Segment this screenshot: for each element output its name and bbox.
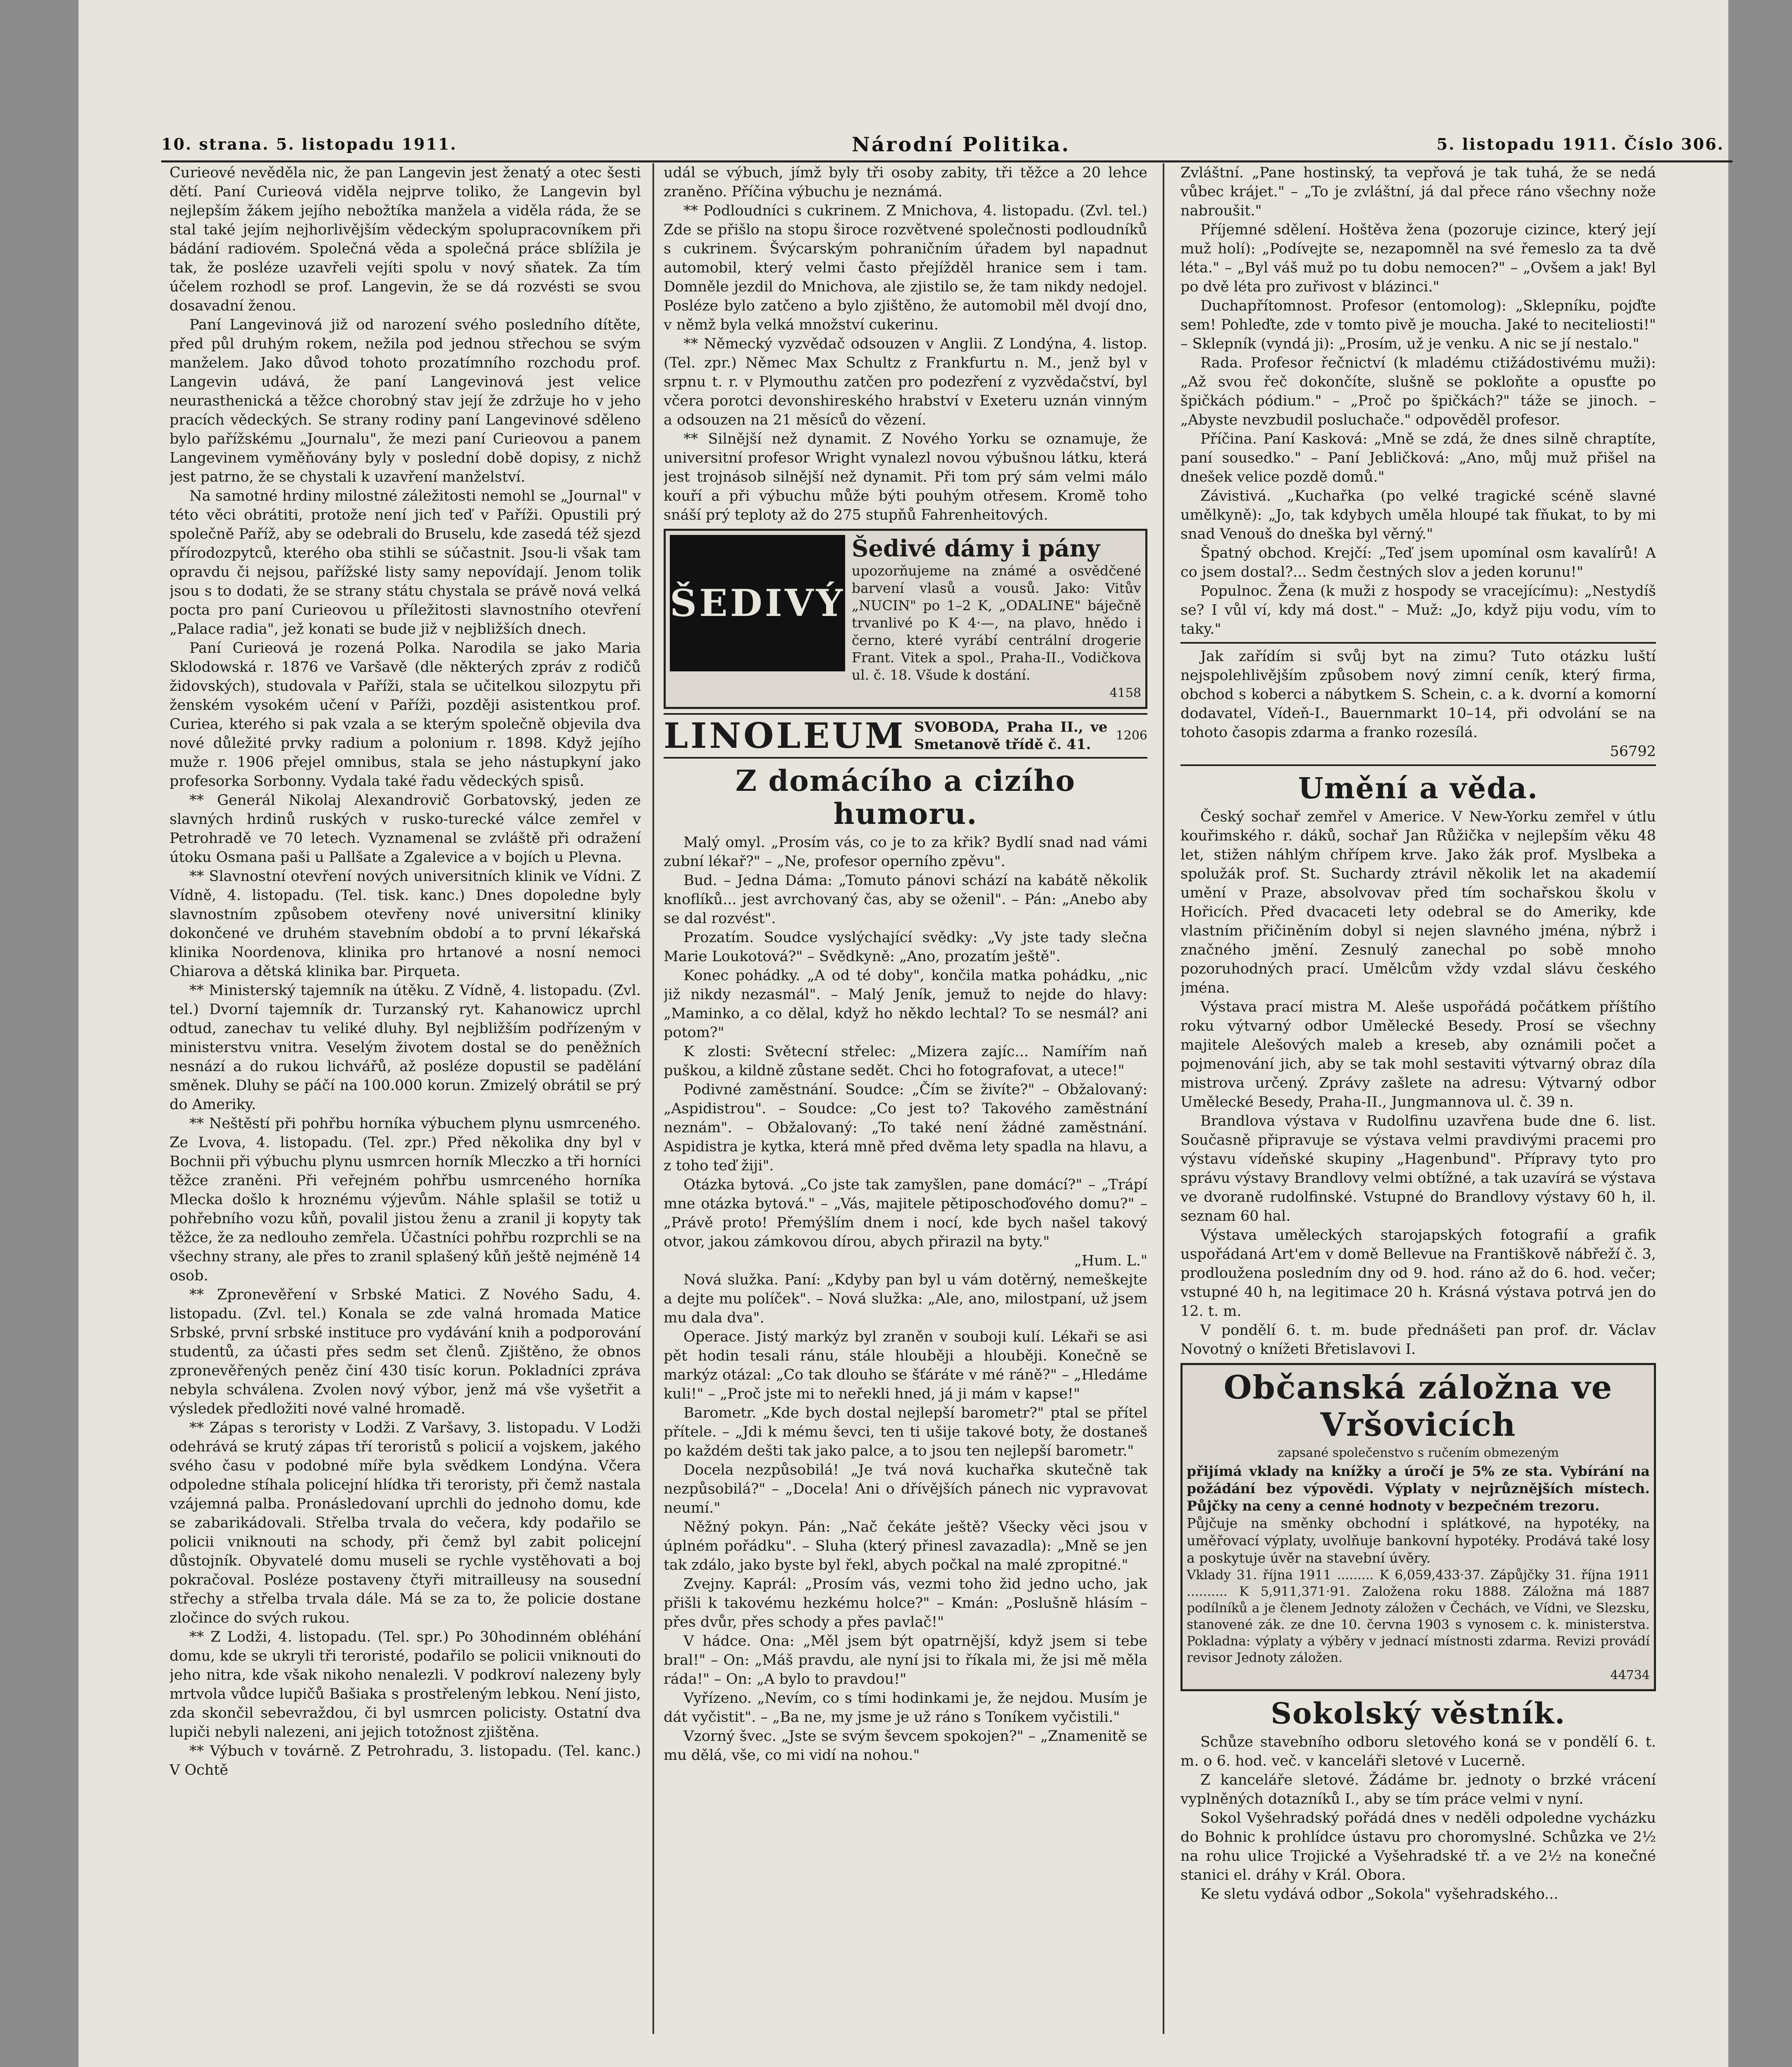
- column-rule: [652, 163, 654, 2034]
- notice-number: 56792: [1610, 743, 1656, 760]
- ad-linoleum-title: LINOLEUM: [664, 715, 906, 756]
- humor-item: Zvejny. Kaprál: „Prosím vás, vezmi toho žid jedno ucho, jak přišli k takovému hezkému holce?" – Kmán: „Poslušně hlásím – přes dvůr, přes schody a přes pavlač!": [664, 1576, 1147, 1630]
- section-title: Umění a věda.: [1298, 771, 1539, 805]
- advertisement-hair-dye: [664, 529, 1147, 709]
- news-item: ** Výbuch v továrně. Z Petrohradu, 3. listopadu. (Tel. kanc.) V Ochtě: [170, 1743, 641, 1778]
- column-1: [170, 163, 641, 2042]
- header-right: 5. listopadu 1911. Číslo 306.: [1436, 135, 1724, 153]
- advertisement-savings-bank: [1180, 1363, 1656, 1691]
- humor-item: Špatný obchod. Krejčí: „Teď jsem upomínal osm kavalírů! A co jsem dostal?... Sedm čestných slov a jeden korunu!": [1180, 545, 1656, 580]
- humor-item: Prozatím. Soudce vyslýchající svědky: „Vy jste tady slečna Marie Loukotová?" – Svědkyně: „Ano, prozatím ještě".: [664, 929, 1147, 965]
- ad-illustration: ŠEDIVÝ: [670, 535, 845, 671]
- humor-item: Zvláštní. „Pane hostinský, ta vepřová je tak tuhá, že se nedá vůbec krájet." – „To je zvláštní, já dal přece ráno všechny nože nabroušit.": [1180, 165, 1656, 219]
- article-paragraph: Curieové nevěděla nic, že pan Langevin jest ženatý a otec šesti dětí. Paní Curieová viděla nejprve toliko, že Langevin byl nejlepším žákem jejího nebožtíka manžela a viděla ráda, že se stal také jejím nejhorlivějším vědeckým spolupracovníkem při bádání radiovém. Společná věda a společná práce sblížila je tak, že posléze uzavřeli vejíti spolu v nový sňatek. Za tím účelem rozhodl se prof. Langevin, že se dá rozvésti se svou dosavadní ženou.: [170, 165, 641, 314]
- sokol-item: Schůze stavebního odboru sletového koná se v pondělí 6. t. m. o 6. hod. več. v kanceláři sletové v Lucerně.: [1180, 1734, 1656, 1769]
- humor-item: Příčina. Paní Kasková: „Mně se zdá, že dnes silně chraptíte, paní sousedko." – Paní Jebličková: „Ano, můj muž přišel na dnešek velice pozdě domů.": [1180, 431, 1656, 485]
- ad-title: Občanská záložna ve Vršovicích: [1223, 1369, 1613, 1444]
- humor-item: Duchapřítomnost. Profesor (entomolog): „Sklepníku, pojďte sem! Pohleďte, zde v tomto pivě je moucha. Jaké to neciteliosti!" – Sklepník (vyndá ji): „Prosím, už je venku. A nic se jí nestalo.": [1180, 298, 1656, 352]
- ad-text: upozorňujeme na známé a osvědčené barvení vlasů a vousů. Jako: Vitův „NUCIN" po 1–2 K, „ODALINE" báječně trvanlivé po K 4·—, na plavo, hnědo i černo, které vyrábí centrální drogerie Frant. Vitek a spol., Praha-II., Vodičkova ul. č. 18. Všude k dostání.: [851, 563, 1141, 683]
- news-item: ** Německý vyzvědač odsouzen v Anglii. Z Londýna, 4. listop. (Tel. zpr.) Němec Max Schultz z Frankfurtu n. M., jenž byl v srpnu t. r. v Plymouthu zatčen pro podezření z vyzvědačství, byl včera porotci devonshireského hrabství v Exeteru uznán vinným a odsouzen na 21 měsíců do vězení.: [664, 336, 1147, 428]
- sokol-item: Ke sletu vydává odbor „Sokola" vyšehradského...: [1200, 1886, 1558, 1902]
- article-paragraph: Paní Langevinová již od narození svého posledního dítěte, před půl druhým rokem, nežila pod jednou střechou se svým manželem. Jako důvod tohoto prozatímního rozchodu prof. Langevin udává, že paní Langevinová jest velice neurasthenická a těžce chorobný stav její že zdržuje ho v jeho pracích vědeckých. Se strany rodiny paní Langevinové sděleno bylo pařížskému „Journalu", že mezi paní Curieovou a panem Langevinem vyměňovány byly v poslední době dopisy, z nichž jest patrno, že se chystali k uzavření manželství.: [170, 317, 641, 485]
- humor-item: Podivné zaměstnání. Soudce: „Čím se živíte?" – Obžalovaný: „Aspidistrou". – Soudce: „Co jest to? Takového zaměstnání neznám". – Obžalovaný: „To také není žádné zaměstnání. Aspidistra je kytka, která mně před dvěma lety spadla na hlavu, a z toho teď žiji".: [664, 1081, 1147, 1174]
- humor-item: Operace. Jistý markýz byl zraněn v souboji kulí. Lékaři se asi pět hodin tesali ránu, stále hlouběji a hlouběji. Konečně se markýz otázal: „Co tak dlouho se šťáráte v mé ráně?" – „Hledáme kuli!" – „Proč jste mi to neřekli hned, já ji mám v kapse!": [664, 1329, 1147, 1402]
- humor-item: Rada. Profesor řečnictví (k mladému ctižádostivému muži): „Až svou řeč dokončíte, slušně se pokloňte a opusťte po špičkách pódium." – „Proč po špičkách?" táže se jinoch. – „Abyste nevzbudil posluchače." odpověděl profesor.: [1180, 355, 1656, 428]
- humor-item: Konec pohádky. „A od té doby", končila matka pohádku, „nic již nikdy nezasmál". – Malý Jeník, jemuž to nejde do hlavy: „Maminko, a co dělal, když ho někdo lechtal? To se nesmál? ani potom?": [664, 967, 1147, 1041]
- humor-item: V hádce. Ona: „Měl jsem být opatrnější, když jsem si tebe bral!" – On: „Máš pravdu, ale nyní jsi to říkala mi, že jsi mě měla ráda!" – On: „A bylo to pravdou!": [664, 1633, 1147, 1687]
- sokol-item: Sokol Vyšehradský pořádá dnes v neděli odpoledne vycházku do Bohnic k prohlídce ústavu pro choromyslné. Schůzka ve 2½ na rohu ulice Trojické a Vyšehradské tř. a ve 2½ na konečné stanici el. dráhy v Král. Obora.: [1180, 1810, 1656, 1883]
- humor-item: Docela nezpůsobilá! „Je tvá nová kuchařka skutečně tak nezpůsobilá?" – „Docela! Ani o dřívějších pánech nic vypravovat neumí.": [664, 1462, 1147, 1516]
- news-item: ** Podloudníci s cukrinem. Z Mnichova, 4. listopadu. (Zvl. tel.) Zde se přišlo na stopu široce rozvětvené společnosti podloudníků s cukrinem. Švýcarským pohraničním úřadem byl napadnut automobil, který velmi často přejížděl hranice sem i tam. Domněle jezdil do Mnichova, ale zjistilo se, že tam nikdy nedojel. Posléze bylo zatčeno a bylo zjištěno, že automobil měl dvojí dno, v němž byla velká množství cukerinu.: [664, 203, 1147, 333]
- news-item: ** Generál Nikolaj Alexandrovič Gorbatovský, jeden ze slavných hrdinů ruských v rusko-turecké válce zemřel v Petrohradě ve 70 letech. Vyznamenal se zvláště při odražení útoku Osmana paši u Pallšate a Zgalevice a v bojích u Plevna.: [170, 792, 641, 866]
- masthead: Národní Politika.: [852, 133, 1070, 156]
- news-item: ** Silnější než dynamit. Z Nového Yorku se oznamuje, že universitní profesor Wright vynalezl novou výbušnou látku, která jest trojnásob silnější než dynamit. Při tom prý sám velmi málo kouří a při výbuchu může býti pouhým otřesem. Kromě toho snáší prý teploty až do 275 stupňů Fahrenheitových.: [664, 431, 1147, 523]
- article-paragraph: Na samotné hrdiny milostné záležitosti nemohl se „Journal" v této věci obrátiti, protože není jich teď v Paříži. Opustili prý společně Paříž, aby se odebrali do Bruselu, kde zasedá též sjezd přírodozpytců, kterého oba stihli se súčastnit. Jsou-li však tam opravdu či nejsou, pařížské listy samy nepovídají. Jenom tolik jsou s to dodati, že se strany státu chystala se právě nová velká pocta pro paní Curieovou u příležitosti slavnostního otevření „Palace radia", jež konati se bude již v nejbližších dnech.: [170, 488, 641, 637]
- culture-item: Výstava uměleckých starojapských fotografií a grafik uspořádaná Art'em v domě Bellevue na Františkově nábřeží č. 3, prodloužena posledním dny od 9. hod. ráno až do 6. hod. večer; vstupné 40 h, na legitimace 20 h. Krásná výstava potrvá jen do 12. t. m.: [1180, 1227, 1656, 1320]
- news-item: ** Slavnostní otevření nových universitních klinik ve Vídni. Z Vídně, 4. listopadu. (Tel. tisk. kanc.) Dnes dopoledne byly slavnostním způsobem otevřeny nové universitní kliniky dokončené ve druhém stavebním období a to první lékařská klinika Noordenova, klinika pro hrtanové a nosní nemoci Chiarova a dětská klinika bar. Pirqueta.: [170, 868, 641, 980]
- column-3: [1180, 163, 1656, 2042]
- culture-item: Brandlova výstava v Rudolfinu uzavřena bude dne 6. list. Současně připravuje se výstava velmi pravdivými pracemi pro výstavu vídeňské skupiny „Hagenbund". Přípravy tyto pro správu výstavy Brandlovy velmi obtížné, a tak uzavírá se výstava ve dvoraně rudolfinské. Vstupné do Brandlovy výstavy 60 h, il. seznam 60 hal.: [1180, 1113, 1656, 1224]
- humor-item: Vyřízeno. „Nevím, co s tími hodinkami je, že nejdou. Musím je dát vyčistit". – „Ba ne, my jsme je už ráno s Toníkem vyčistili.": [664, 1690, 1147, 1726]
- divider: [1180, 764, 1656, 766]
- news-item: ** Ministerský tajemník na útěku. Z Vídně, 4. listopadu. (Zvl. tel.) Dvorní tajemník dr. Turzanský ryt. Kahanowicz uprchl odtud, zanechav tu veliké dluhy. Byl nejbližším podřízeným v ministerstvu vnitra. Veselým životem dostal se do peněžních nesnází a do rukou lichvářů, až posléze dopustil se padělání směnek. Dluhy se páčí na 100.000 korun. Zmizelý obrátil se prý do Ameriky.: [170, 982, 641, 1113]
- news-item: udál se výbuch, jímž byly tři osoby zabity, tři těžce a 20 lehce zraněno. Příčina výbuchu je neznámá.: [664, 165, 1147, 200]
- humor-item: Závistivá. „Kuchařka (po velké tragické scéně slavné umělkyně): „Jo, tak kdybych uměla hloupé tak fňukat, to by mi snad Venouš do dneška byl věrný.": [1180, 488, 1656, 542]
- notice-item: Jak zařídím si svůj byt na zimu? Tuto otázku luští nejspolehlivějším způsobem nový zimní ceník, který firma, obchod s koberci a nábytkem S. Schein, c. a k. dvorní a komorní dodavatel, Vídeň-I., Bauernmarkt 10–14, při odvolání se na tohoto časopis zdarma a franko rozesílá.: [1180, 648, 1656, 741]
- ad-text: Půjčuje na směnky obchodní i splátkové, na hypotéky, na uměřovací výplaty, uvolňuje bankovní hypotéky. Prodává také losy a poskytuje úvěr na stavební úvěry.: [1187, 1515, 1650, 1566]
- article-paragraph: Paní Curieová je rozená Polka. Narodila se jako Maria Sklodowská r. 1876 ve Varšavě (dle některých zpráv z rodičů židovských), studovala v Paříži, stala se učitelkou silozpytu při ženském vysokém učení v Paříži, později asistentkou prof. Curiea, kterého si pak vzala a se kterým společně objevila dva nové důležité prvky radium a polonium r. 1898. Když jejího muže r. 1906 přejel omnibus, stala se jeho nástupkyní jako profesorka Sorbonny. Vydala také řadu vědeckých spisů.: [170, 640, 641, 790]
- humor-signature: „Hum. L.": [1074, 1253, 1147, 1269]
- humor-item: Vzorný švec. „Jste se svým ševcem spokojen?" – „Znamenitě se mu dělá, vše, co mi vidí na nohou.": [664, 1728, 1147, 1764]
- ad-number: 44734: [1610, 1668, 1650, 1683]
- culture-item: V pondělí 6. t. m. bude přednášeti pan prof. dr. Václav Novotný o knížeti Břetislavovi I.: [1180, 1322, 1656, 1358]
- ad-text: přijímá vklady na knížky a úročí je 5% ze sta. Vybírání na požádání bez výpovědi. Výplaty v nejrůznějších místech. Půjčky na ceny a cenné hodnoty v bezpečném trezoru.: [1187, 1463, 1650, 1514]
- news-item: ** Z Lodži, 4. listopadu. (Tel. spr.) Po 30hodinném obléhání domu, kde se ukryli tři teroristé, podařilo se policii vniknouti do jeho nitra, kde však nikoho nenalezli. V podkroví nalezeny byly mrtvola vůdce lupičů Bašiaka s prostřeleným lebkou. Není jisto, zda skončil sebevraždou, či byl usmrcen policisty. Ostatní dva lupiči nebyli nalezeni, ani jejich totožnost zjištěna.: [170, 1629, 641, 1740]
- ad-number: 1206: [1116, 728, 1147, 743]
- humor-item: Příjemné sdělení. Hoštěva žena (pozoruje cizince, který její muž holí): „Podívejte se, nezapomněl na své řemeslo za ta dvě léta." – „Byl váš muž po tu dobu nemocen?" – „Ovšem a jak! Byl po dvě léta pro zuřivost v blázinci.": [1180, 222, 1656, 295]
- ad-text: Vklady 31. října 1911 ......... K 6,059,433·37. Zápůjčky 31. října 1911 .......... K 5,911,371·91. Založena roku 1888. Záložna má 1887 podílníků a je členem Jednoty záložen v Čechách, ve Vídni, ve Slezsku, stanovené zák. ze dne 10. června 1903 s vynosem c. k. ministerstva. Pokladna: výplaty a výběry v jednací místnosti zdarma. Revizi provádí revisor Jednoty záložen.: [1187, 1568, 1650, 1665]
- sokol-item: Z kanceláře sletové. Žádáme br. jednoty o brzké vrácení vyplněných dotazníků I., aby se tím práce velmi v nyní.: [1180, 1772, 1656, 1807]
- culture-item: Výstava prací mistra M. Aleše uspořádá počátkem příštího roku výtvarný odbor Umělecké Besedy. Prosí se všechny majitele Alešových maleb a kreseb, aby oznámili počet a pojmenování jich, aby se tak mohl sestaviti výtvarný obraz díla mistrova určený. Zprávy zašlete na adresu: Výtvarný odbor Umělecké Besedy, Praha-II., Jungmannova ul. č. 39 n.: [1180, 999, 1656, 1110]
- divider: [1180, 642, 1656, 644]
- news-item: ** Neštěstí při pohřbu horníka výbuchem plynu usmrceného. Ze Lvova, 4. listopadu. (Tel. zpr.) Před několika dny byl v Bochnii při výbuchu plynu usmrcen horník Mleczko a tři horníci těžce zraněni. Při veřejném pohřbu usmrceného horníka Mlecka došlo k hroznému výjevům. Náhle splašil se totiž u pohřebního vozu kůň, povalil jistou ženu a zranil ji kopyty tak těžce, že za nedlouho zemřela. Účastníci pohřbu rozprchli se na všechny strany, ale přes to zranil splašený kůň ještě nejméně 14 osob.: [170, 1115, 641, 1284]
- page-header: [161, 131, 1732, 162]
- ad-title: Šedivé dámy i pány: [851, 535, 1100, 562]
- humor-item: Barometr. „Kde bych dostal nejlepší barometr?" ptal se přítel přítele. – „Jdi k mému ševci, ten ti ušije takové boty, že dostaneš po každém dešti tak jako palce, a to jsou ten nejlepší barometr.": [664, 1405, 1147, 1459]
- ad-number: 4158: [1109, 686, 1141, 700]
- humor-item: Malý omyl. „Prosím vás, co je to za křik? Bydlí snad nad vámi zubní lékař?" – „Ne, profesor operního zpěvu".: [664, 834, 1147, 870]
- humor-item: Něžný pokyn. Pán: „Nač čekáte ještě? Všecky věci jsou v úplném pořádku". – Sluha (který přinesl zavazadla): „Mně se jen tak zdálo, jako byste byl řekl, abych počkal na malé zpropitné.": [664, 1519, 1147, 1573]
- culture-item: Český sochař zemřel v Americe. V New-Yorku zemřel v útlu kouřimského r. dáků, sochař Jan Růžička v nejlepším věku 48 let, stižen náhlým chřípem krve. Jako žák prof. Myslbeka a spolužák prof. St. Suchardy ztrávil několik let na akademií umění v Praze, absolvovav před tím sochařskou školu v Hořicích. Před dvacaceti lety odebral se do Ameriky, kde vlastním přičiněním dobyl si nejen slavného jména, nýbrž i značného jmění. Zesnulý zanechal po sobě mnoho pozoruhodných prací. Umělcům vždy vzdal slávu českého jména.: [1180, 809, 1656, 996]
- section-title: Sokolský věstník.: [1271, 1696, 1566, 1730]
- news-item: ** Zápas s teroristy v Lodži. Z Varšavy, 3. listopadu. V Lodži odehrává se krutý zápas tří teroristů s policií a vojskem, jakého svého času v podobné míře byla svědkem Londýna. Včera odpoledne stíhala policejní hlídka tři teroristy, při čemž nastala vzájemná palba. Pronásledovaní uprchli do jednoho domu, kde se zabarikádovali. Střelba trvala do večera, kdy podařilo se policii vniknouti na schody, při čemž byl zabit policejní důstojník. Obyvatelé domu museli se rychle vystěhovati a boj pokračoval. Posléze postaveny čtyři mitrailleusy na sousední střechy a střelba trvala dále. Má se za to, že policie dostane zločince do svých rukou.: [170, 1420, 641, 1626]
- humor-item: Otázka bytová. „Co jste tak zamyšlen, pane domácí?" – „Trápí mne otázka bytová." – „Vás, majitele pětiposchoďového domu?" – „Právě proto! Přemýšlím dnem i nocí, kde bych našel takový otvor, jakou zámkovou dírou, abych přirazil na byty.": [664, 1177, 1147, 1250]
- ad-linoleum-text: SVOBODA, Praha II., ve Smetanově třídě č. 41.: [914, 719, 1108, 753]
- header-left: 10. strana. 5. listopadu 1911.: [161, 135, 457, 153]
- advertisement-linoleum: [664, 713, 1147, 759]
- column-2: [664, 163, 1147, 2042]
- ad-subtitle: zapsané společenstvo s ručením obmezeným: [1277, 1446, 1559, 1460]
- humor-item: Bud. – Jedna Dáma: „Tomuto pánovi schází na kabátě několik knoflíků... jest avrchovaný čas, aby se oženil". – Pán: „Anebo aby se dal rozvést".: [664, 872, 1147, 927]
- section-title: Z domácího a cizího humoru.: [735, 764, 1076, 831]
- humor-item: K zlosti: Světecní střelec: „Mizera zajíc... Namířím naň puškou, a kildně zůstane sedět. Chci ho fotografovat, a utece!": [664, 1043, 1147, 1079]
- news-item: ** Zpronevěření v Srbské Matici. Z Nového Sadu, 4. listopadu. (Zvl. tel.) Konala se zde valná hromada Matice Srbské, první srbské instituce pro vydávání knih a podporování studentů, za účasti přes sedm set členů. Zjištěno, že obnos zpronevěřených peněz činí 430 tisíc korun. Pokladníci zpráva nebyla schválena. Zvolen nový výbor, jenž má vše vyšetřit a výsledek předložiti nové valné hromadě.: [170, 1287, 641, 1417]
- column-rule: [1163, 163, 1164, 2034]
- humor-item: Nová služka. Paní: „Kdyby pan byl u vám dotěrný, nemeškejte a dejte mu políček". – Nová služka: „Ale, ano, milostpaní, už jsem mu dala dva".: [664, 1272, 1147, 1326]
- humor-item: Populnoc. Žena (k muži z hospody se vracejícímu): „Nestydíš se? I vůl ví, kdy má dost." – Muž: „Jo, když piju vodu, vím to taky.": [1180, 583, 1656, 637]
